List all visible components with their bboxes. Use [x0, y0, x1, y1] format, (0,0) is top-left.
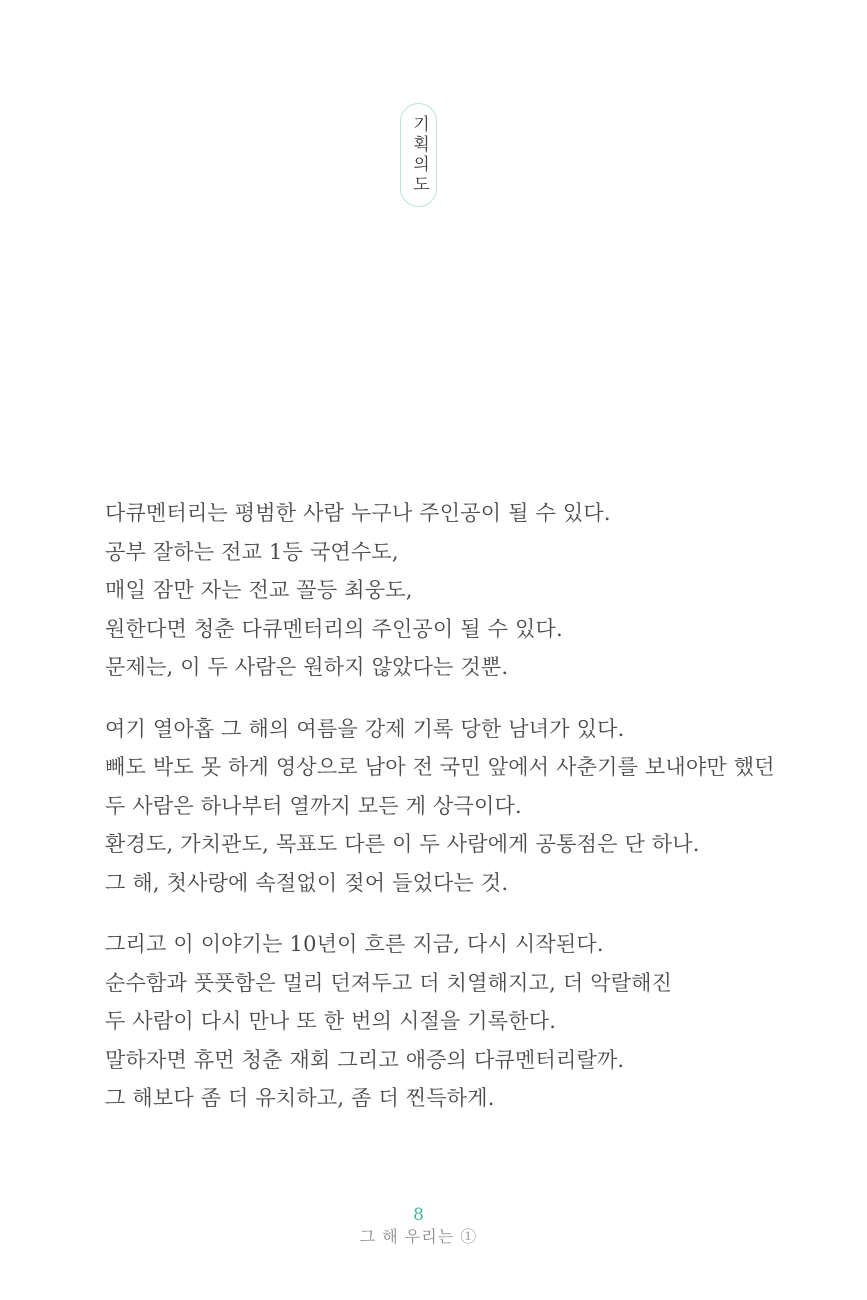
page-footer [0, 1204, 837, 1248]
text-line: 순수함과 풋풋함은 멀리 던져두고 더 치열해지고, 더 악랄해진 [105, 970, 673, 995]
paragraph [105, 494, 765, 687]
text-line: 두 사람이 다시 만나 또 한 번의 시절을 기록한다. [105, 1009, 557, 1033]
text-line: 여기 열아홉 그 해의 여름을 강제 기록 당한 남녀가 있다. [105, 716, 625, 741]
page-number: 8 [413, 1205, 424, 1225]
text-line: 공부 잘하는 전교 1등 국연수도, [105, 539, 399, 564]
text-line: 다큐멘터리는 평범한 사람 누구나 주인공이 될 수 있다. [105, 501, 611, 525]
text-line: 환경도, 가치관도, 목표도 다른 이 두 사람에게 공통점은 단 하나. [105, 832, 700, 856]
paragraph [105, 710, 775, 903]
text-line: 그리고 이 이야기는 10년이 흐른 지금, 다시 시작된다. [105, 932, 604, 956]
section-badge [400, 103, 437, 207]
book-title: 그 해 우리는 ① [359, 1227, 478, 1246]
body-text [105, 494, 775, 1141]
text-line: 원한다면 청춘 다큐멘터리의 주인공이 될 수 있다. [105, 616, 563, 641]
paragraph [105, 925, 765, 1118]
text-line: 문제는, 이 두 사람은 원하지 않았다는 것뿐. [105, 655, 509, 679]
text-line: 그 해, 첫사랑에 속절없이 젖어 들었다는 것. [105, 870, 509, 895]
text-line: 그 해보다 좀 더 유치하고, 좀 더 찐득하게. [105, 1086, 495, 1110]
text-line: 매일 잠만 자는 전교 꼴등 최웅도, [105, 578, 413, 602]
text-line: 두 사람은 하나부터 열까지 모든 게 상극이다. [105, 793, 522, 818]
text-line: 말하자면 휴먼 청춘 재회 그리고 애증의 다큐멘터리랄까. [105, 1047, 625, 1072]
section-badge-label: 기획의도 [409, 115, 429, 195]
text-line: 빼도 박도 못 하게 영상으로 남아 전 국민 앞에서 사춘기를 보내야만 했던 [105, 755, 775, 779]
